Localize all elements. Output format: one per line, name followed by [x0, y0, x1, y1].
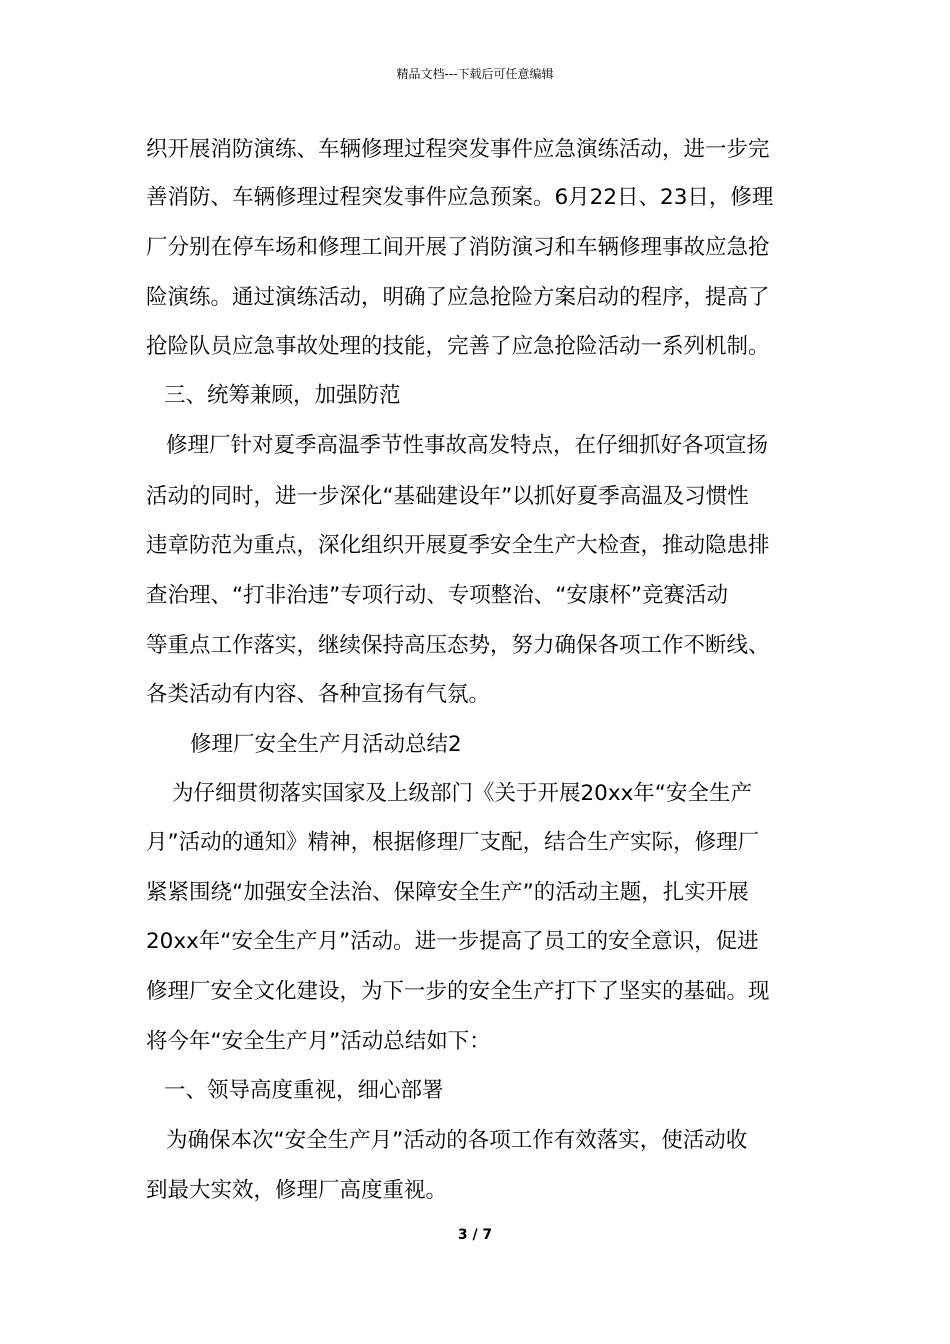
document-subtitle: 修理厂安全生产月活动总结2	[190, 732, 462, 757]
paragraph-line: 为仔细贯彻落实国家及上级部门《关于开展20xx年“安全生产	[172, 781, 752, 806]
paragraph-line: 织开展消防演练、车辆修理过程突发事件应急演练活动，进一步完	[146, 137, 770, 162]
paragraph-line: 修理厂安全文化建设，为下一步的安全生产打下了坚实的基础。现	[146, 979, 770, 1004]
page-number: 3 / 7	[457, 1227, 493, 1243]
paragraph-line: 将今年“安全生产月”活动总结如下：	[146, 1029, 491, 1054]
paragraph-line: 违章防范为重点，深化组织开展夏季安全生产大检查，推动隐患排	[146, 533, 770, 558]
paragraph-line: 险演练。通过演练活动，明确了应急抢险方案启动的程序，提高了	[146, 285, 770, 310]
paragraph-line: 紧紧围绕“加强安全法治、保障安全生产”的活动主题，扎实开展	[146, 880, 749, 905]
paragraph-line: 善消防、车辆修理过程突发事件应急预案。6月22日、23日，修理	[146, 185, 774, 210]
paragraph-line: 20xx年“安全生产月”活动。进一步提高了员工的安全意识，促进	[146, 929, 759, 954]
paragraph-line: 等重点工作落实，继续保持高压态势，努力确保各项工作不断线、	[146, 633, 770, 658]
paragraph-line: 查治理、“打非治违”专项行动、专项整治、“安康杯”竞赛活动	[146, 583, 729, 608]
paragraph-line: 各类活动有内容、各种宣扬有气氛。	[146, 682, 491, 707]
section-heading: 一、领导高度重视，细心部署	[164, 1078, 444, 1103]
paragraph-line: 厂分别在停车场和修理工间开展了消防演习和车辆修理事故应急抢	[146, 235, 770, 260]
section-heading: 三、统筹兼顾，加强防范	[164, 383, 401, 408]
page-header: 精品文档---下载后可任意编辑	[396, 67, 554, 81]
paragraph-line: 活动的同时，进一步深化“基础建设年”以抓好夏季高温及习惯性	[146, 484, 749, 509]
paragraph-line: 到最大实效，修理厂高度重视。	[146, 1178, 448, 1203]
paragraph-line: 抢险队员应急事故处理的技能，完善了应急抢险活动一系列机制。	[146, 334, 770, 359]
paragraph-line: 月”活动的通知》精神，根据修理厂支配，结合生产实际，修理厂	[146, 830, 760, 855]
paragraph-line: 为确保本次“安全生产月”活动的各项工作有效落实，使活动收	[166, 1128, 748, 1153]
paragraph-line: 修理厂针对夏季高温季节性事故高发特点，在仔细抓好各项宣扬	[166, 433, 769, 458]
